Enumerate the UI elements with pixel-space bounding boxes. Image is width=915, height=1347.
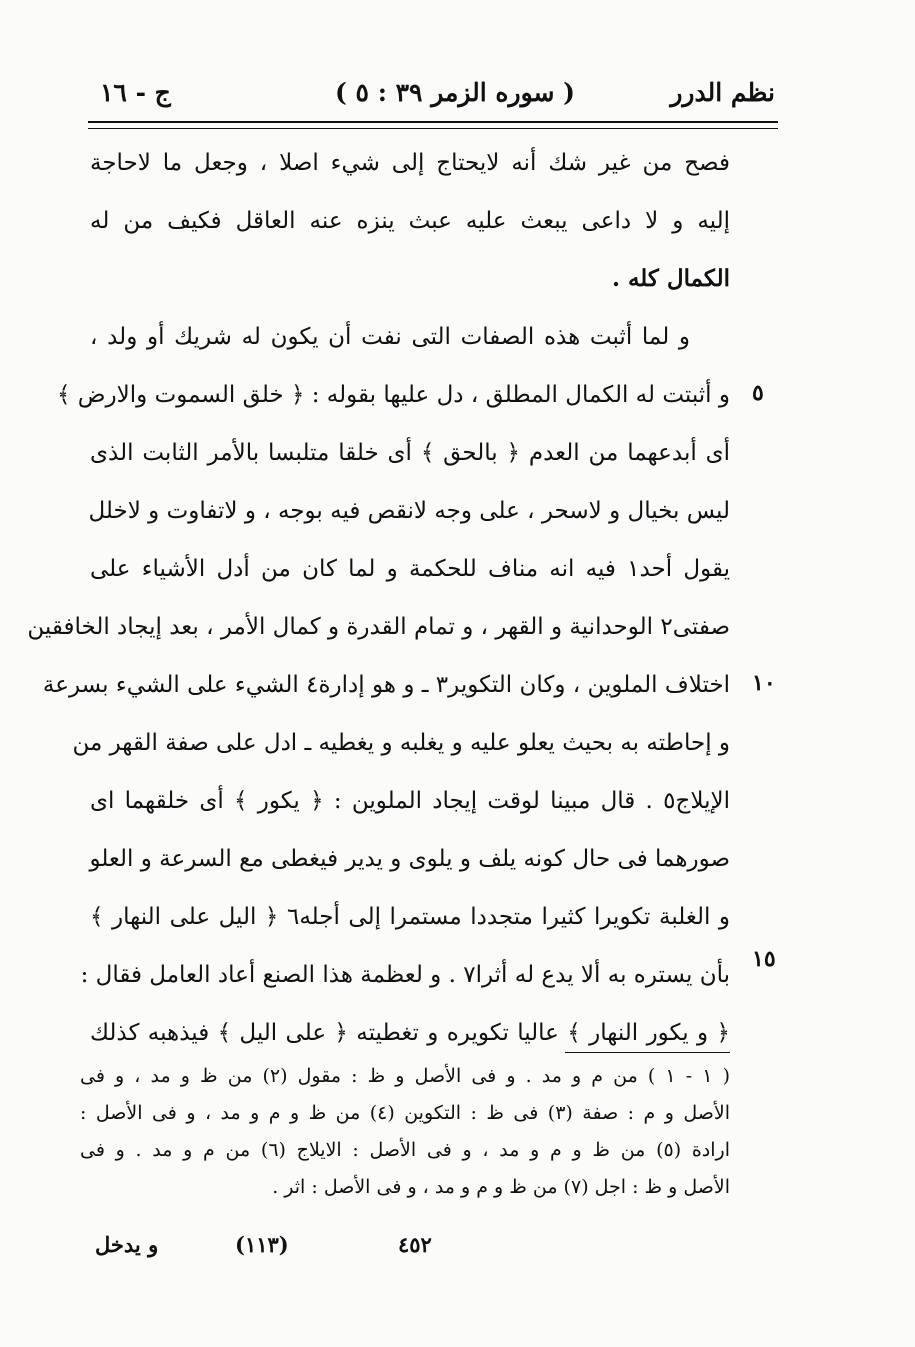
text-line: و إحاطته به بحيث يعلو عليه و يغلبه و يغطيه ـ ادل على صفة القهر من	[72, 730, 730, 756]
signature-mark: (١١٣)	[235, 1232, 289, 1257]
text-line: اختلاف الملوين ، وكان التكوير٣ ـ و هو إدارة٤ الشيء على الشيء بسرعة	[42, 672, 730, 698]
footnote-line: الأصل و م : صفة (٣) فى ظ : التكوين (٤) من ظ و م و مد ، و فى الأصل :	[80, 1102, 730, 1124]
text-line: و الغلبة تكويرا كثيرا متجددا مستمرا إلى أجله٦ ﴿ اليل على النهار ﴾	[90, 904, 731, 930]
book-title: نظم الدرر	[670, 78, 775, 107]
line-number-10: ١٠	[752, 670, 776, 696]
main-text	[27, 134, 731, 1062]
header-rule	[88, 121, 778, 129]
text-line: فصح من غير شك أنه لايحتاج إلى شيء اصلا ، وجعل ما لاحاجة	[90, 150, 730, 176]
text-line: ليس بخيال و لاسحر ، على وجه لانقص فيه بوجه ، و لاتفاوت و لاخلل	[88, 498, 730, 524]
text-line: صفتى٢ الوحدانية و القهر ، و تمام القدرة و كمال الأمر ، بعد إيجاد الخافقين	[27, 614, 730, 640]
page-number: ٤٥٢	[398, 1232, 432, 1257]
footnotes	[80, 1058, 730, 1206]
text-line: و أثبتت له الكمال المطلق ، دل عليها بقوله : ﴿ خلق السموت والارض ﴾	[56, 382, 730, 408]
footnote-line: ارادة (٥) من ظ و م و مد ، و فى الأصل : الايلاج (٦) من م و مد . و فى	[80, 1139, 730, 1161]
text-line: صورهما فى حال كونه يلف و يلوى و يدير فيغطى مع السرعة و العلو	[89, 846, 730, 872]
line-number-15: ١٥	[752, 946, 776, 972]
footnote-line: الأصل و ظ : اجل (٧) من ظ و م و مد ، و فى الأصل : اثر .	[272, 1176, 730, 1198]
text-line: أى أبدعهما من العدم ﴿ بالحق ﴾ أى خلقا متلبسا بالأمر الثابت الذى	[90, 440, 730, 466]
volume-number: ج - ١٦	[100, 78, 171, 107]
text-line: الكمال كله .	[611, 265, 730, 292]
text-line: و لما أثبت هذه الصفات التى نفت أن يكون له شريك أو ولد ،	[90, 324, 690, 350]
footnote-rule	[565, 1052, 730, 1053]
text-line: إليه و لا داعى يبعث عليه عبث ينزه عنه العاقل فكيف من له	[90, 208, 730, 234]
running-header	[90, 72, 775, 116]
text-line: بأن يستره به ألا يدع له أثرا٧ . و لعظمة هذا الصنع أعاد العامل فقال :	[80, 962, 730, 988]
line-number-5: ٥	[752, 380, 764, 406]
catchword: و يدخل	[95, 1232, 159, 1257]
footnote-line: ( ١ - ١ ) من م و مد . و فى الأصل و ظ : مقول (٢) من ظ و مد ، و فى	[80, 1065, 730, 1087]
text-line: يقول أحد١ فيه انه مناف للحكمة و لما كان من أدل الأشياء على	[90, 556, 730, 582]
text-line: الإيلاج٥ . قال مبينا لوقت إيجاد الملوين : ﴿ يكور ﴾ أى خلقهما اى	[90, 788, 730, 814]
surah-reference: ( سوره الزمر ٣٩ : ٥ )	[335, 78, 575, 107]
text-line: ﴿ و يكور النهار ﴾ عاليا تكويره و تغطيته ﴿ على اليل ﴾ فيذهبه كذلك	[90, 1020, 730, 1046]
